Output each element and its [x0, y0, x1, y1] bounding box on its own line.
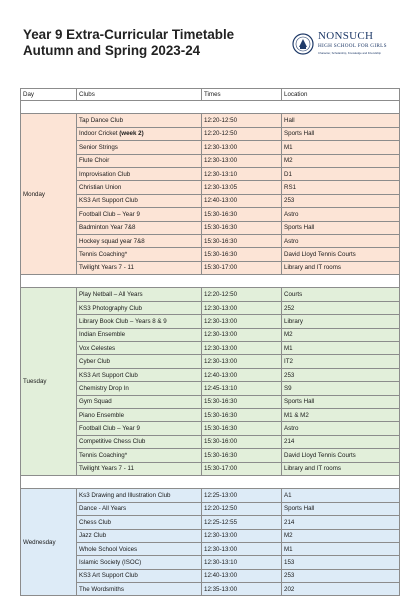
- table-row: [21, 181, 400, 194]
- club-cell: [77, 449, 202, 462]
- table-row: [21, 449, 400, 462]
- school-subtitle: HIGH SCHOOL FOR GIRLS: [318, 43, 387, 49]
- club-cell: [77, 382, 202, 395]
- club-name: Gym Squad: [79, 398, 112, 406]
- club-cell: [77, 556, 202, 569]
- location-cell: Astro: [282, 208, 400, 221]
- location-cell: 253: [282, 569, 400, 582]
- time-cell: 12:25-13:00: [202, 489, 282, 502]
- table-row: [21, 248, 400, 261]
- table-row: [21, 127, 400, 140]
- time-cell: 12:30-13:00: [202, 542, 282, 555]
- location-cell: Courts: [282, 288, 400, 301]
- title-line-2: Autumn and Spring 2023-24: [23, 43, 201, 58]
- timetable-body: [21, 101, 400, 596]
- spacer-cell: [21, 275, 400, 288]
- club-name: Cyber Club: [79, 358, 110, 366]
- table-row: [21, 462, 400, 475]
- club-name: Indian Ensemble: [79, 331, 126, 339]
- location-cell: 202: [282, 583, 400, 596]
- location-cell: Sports Hall: [282, 221, 400, 234]
- table-row: [21, 355, 400, 368]
- location-cell: 214: [282, 516, 400, 529]
- table-row: [21, 556, 400, 569]
- table-row: [21, 382, 400, 395]
- location-cell: S9: [282, 382, 400, 395]
- club-name: Tennis Coaching*: [79, 250, 128, 258]
- time-cell: 15:30-16:30: [202, 248, 282, 261]
- club-name: Football Club – Year 9: [79, 210, 140, 218]
- time-cell: 12:30-13:00: [202, 315, 282, 328]
- club-cell: [77, 167, 202, 180]
- location-cell: Library and IT rooms: [282, 462, 400, 475]
- location-cell: 214: [282, 435, 400, 448]
- school-logo: [292, 29, 402, 63]
- table-row: [21, 502, 400, 515]
- crest-icon: [292, 31, 314, 57]
- table-row: [21, 167, 400, 180]
- title-line-1: Year 9 Extra-Curricular Timetable: [23, 27, 235, 42]
- table-row: [21, 529, 400, 542]
- club-cell: [77, 408, 202, 421]
- header-clubs: Clubs: [77, 89, 202, 101]
- time-cell: 12:30-13:00: [202, 342, 282, 355]
- club-name: Dance - All Years: [79, 505, 127, 513]
- location-cell: Hall: [282, 114, 400, 127]
- time-cell: 12:40-13:00: [202, 569, 282, 582]
- table-row: [21, 542, 400, 555]
- club-name: Whole School Voices: [79, 545, 138, 553]
- time-cell: 15:30-16:30: [202, 449, 282, 462]
- club-name: Chess Club: [79, 518, 111, 526]
- time-cell: 15:30-16:30: [202, 208, 282, 221]
- day-cell: Monday: [21, 114, 77, 275]
- location-cell: Sports Hall: [282, 127, 400, 140]
- table-row: [21, 422, 400, 435]
- club-name: The Wordsmiths: [79, 585, 124, 593]
- location-cell: 252: [282, 301, 400, 314]
- time-cell: 15:30-16:30: [202, 422, 282, 435]
- time-cell: 12:30-13:00: [202, 301, 282, 314]
- club-name: Vox Celestes: [79, 344, 116, 352]
- table-row: [21, 221, 400, 234]
- location-cell: Sports Hall: [282, 502, 400, 515]
- club-cell: [77, 221, 202, 234]
- club-name: Twilight Years 7 - 11: [79, 264, 134, 272]
- club-cell: [77, 395, 202, 408]
- club-name: Tennis Coaching*: [79, 451, 128, 459]
- time-cell: 12:30-13:00: [202, 328, 282, 341]
- club-cell: [77, 288, 202, 301]
- club-cell: [77, 127, 202, 140]
- time-cell: 12:30-13:00: [202, 529, 282, 542]
- time-cell: 12:30-13:00: [202, 355, 282, 368]
- club-cell: [77, 261, 202, 274]
- header-day: Day: [21, 89, 77, 101]
- time-cell: 12:30-13:10: [202, 556, 282, 569]
- location-cell: RS1: [282, 181, 400, 194]
- club-name: Library Book Club – Years 8 & 9: [79, 317, 167, 325]
- table-row: [21, 516, 400, 529]
- club-name: Indoor Cricket: [79, 130, 120, 138]
- table-row: [21, 342, 400, 355]
- location-cell: D1: [282, 167, 400, 180]
- club-cell: [77, 194, 202, 207]
- spacer-cell: [21, 101, 400, 114]
- school-tagline: Character, Scholarship, Knowledge and Friendship: [318, 51, 381, 55]
- club-name: Play Netball – All Years: [79, 291, 143, 299]
- time-cell: 12:20-12:50: [202, 127, 282, 140]
- table-row: [21, 208, 400, 221]
- time-cell: 12:30-13:10: [202, 167, 282, 180]
- club-cell: [77, 141, 202, 154]
- table-row: [21, 288, 400, 301]
- time-cell: 12:20-12:50: [202, 288, 282, 301]
- location-cell: David Lloyd Tennis Courts: [282, 449, 400, 462]
- club-name: Hockey squad year 7&8: [79, 237, 145, 245]
- day-cell: Wednesday: [21, 489, 77, 596]
- club-name: Flute Choir: [79, 157, 110, 165]
- time-cell: 15:30-16:30: [202, 408, 282, 421]
- spacer-row: [21, 101, 400, 114]
- location-cell: Astro: [282, 234, 400, 247]
- club-cell: [77, 569, 202, 582]
- club-note: (week 2): [119, 130, 144, 138]
- club-name: Islamic Society (ISOC): [79, 558, 142, 566]
- club-name: Football Club – Year 9: [79, 425, 140, 433]
- location-cell: M1: [282, 141, 400, 154]
- club-cell: [77, 208, 202, 221]
- club-name: Competitive Chess Club: [79, 438, 146, 446]
- time-cell: 15:30-16:30: [202, 234, 282, 247]
- location-cell: 253: [282, 368, 400, 381]
- club-cell: [77, 248, 202, 261]
- club-name: KS3 Art Support Club: [79, 572, 138, 580]
- location-cell: 253: [282, 194, 400, 207]
- spacer-row: [21, 475, 400, 488]
- table-row: [21, 141, 400, 154]
- header-location: Location: [282, 89, 400, 101]
- time-cell: 12:30-13:05: [202, 181, 282, 194]
- club-name: Improvisation Club: [79, 170, 131, 178]
- day-cell: Tuesday: [21, 288, 77, 475]
- location-cell: 153: [282, 556, 400, 569]
- time-cell: 12:20-12:50: [202, 502, 282, 515]
- club-cell: [77, 234, 202, 247]
- table-row: [21, 569, 400, 582]
- location-cell: IT2: [282, 355, 400, 368]
- club-name: Piano Ensemble: [79, 411, 125, 419]
- club-name: Senior Strings: [79, 143, 118, 151]
- club-cell: [77, 154, 202, 167]
- time-cell: 15:30-16:30: [202, 395, 282, 408]
- table-row: [21, 234, 400, 247]
- club-name: Tap Dance Club: [79, 117, 124, 125]
- time-cell: 12:35-13:00: [202, 583, 282, 596]
- location-cell: M1 & M2: [282, 408, 400, 421]
- club-cell: [77, 502, 202, 515]
- spacer-cell: [21, 475, 400, 488]
- club-cell: [77, 529, 202, 542]
- club-cell: [77, 342, 202, 355]
- time-cell: 12:25-12:55: [202, 516, 282, 529]
- club-cell: [77, 435, 202, 448]
- club-cell: [77, 542, 202, 555]
- club-name: Twilight Years 7 - 11: [79, 465, 134, 473]
- table-row: [21, 368, 400, 381]
- location-cell: M2: [282, 154, 400, 167]
- club-name: Chemistry Drop In: [79, 384, 129, 392]
- club-name: KS3 Photography Club: [79, 304, 142, 312]
- table-row: [21, 194, 400, 207]
- table-row: [21, 114, 400, 127]
- location-cell: M2: [282, 529, 400, 542]
- table-row: [21, 315, 400, 328]
- club-name: Badminton Year 7&8: [79, 224, 136, 232]
- time-cell: 15:30-16:30: [202, 221, 282, 234]
- header-row: [21, 89, 400, 101]
- club-name: Jazz Club: [79, 532, 107, 540]
- school-name: NONSUCH: [318, 30, 374, 42]
- location-cell: M1: [282, 542, 400, 555]
- club-cell: [77, 489, 202, 502]
- table-row: [21, 435, 400, 448]
- spacer-row: [21, 275, 400, 288]
- header-times: Times: [202, 89, 282, 101]
- location-cell: Astro: [282, 422, 400, 435]
- time-cell: 12:40-13:00: [202, 368, 282, 381]
- timetable: [20, 88, 400, 596]
- location-cell: A1: [282, 489, 400, 502]
- club-cell: [77, 368, 202, 381]
- club-cell: [77, 301, 202, 314]
- location-cell: Sports Hall: [282, 395, 400, 408]
- time-cell: 12:45-13:10: [202, 382, 282, 395]
- time-cell: 15:30-16:00: [202, 435, 282, 448]
- club-cell: [77, 516, 202, 529]
- page-title: [23, 27, 234, 59]
- club-name: KS3 Art Support Club: [79, 371, 138, 379]
- time-cell: 15:30-17:00: [202, 462, 282, 475]
- location-cell: Library and IT rooms: [282, 261, 400, 274]
- time-cell: 12:40-13:00: [202, 194, 282, 207]
- time-cell: 12:30-13:00: [202, 154, 282, 167]
- time-cell: 15:30-17:00: [202, 261, 282, 274]
- club-cell: [77, 422, 202, 435]
- club-name: Christian Union: [79, 184, 122, 192]
- location-cell: David Lloyd Tennis Courts: [282, 248, 400, 261]
- table-row: [21, 301, 400, 314]
- club-name: Ks3 Drawing and Illustration Club: [79, 492, 171, 500]
- table-row: [21, 154, 400, 167]
- table-row: [21, 395, 400, 408]
- location-cell: Library: [282, 315, 400, 328]
- club-name: KS3 Art Support Club: [79, 197, 138, 205]
- location-cell: M1: [282, 342, 400, 355]
- time-cell: 12:20-12:50: [202, 114, 282, 127]
- table-row: [21, 489, 400, 502]
- club-cell: [77, 355, 202, 368]
- club-cell: [77, 315, 202, 328]
- table-row: [21, 261, 400, 274]
- table-row: [21, 408, 400, 421]
- table-row: [21, 328, 400, 341]
- time-cell: 12:30-13:00: [202, 141, 282, 154]
- club-cell: [77, 181, 202, 194]
- location-cell: M2: [282, 328, 400, 341]
- club-cell: [77, 462, 202, 475]
- club-cell: [77, 328, 202, 341]
- club-cell: [77, 114, 202, 127]
